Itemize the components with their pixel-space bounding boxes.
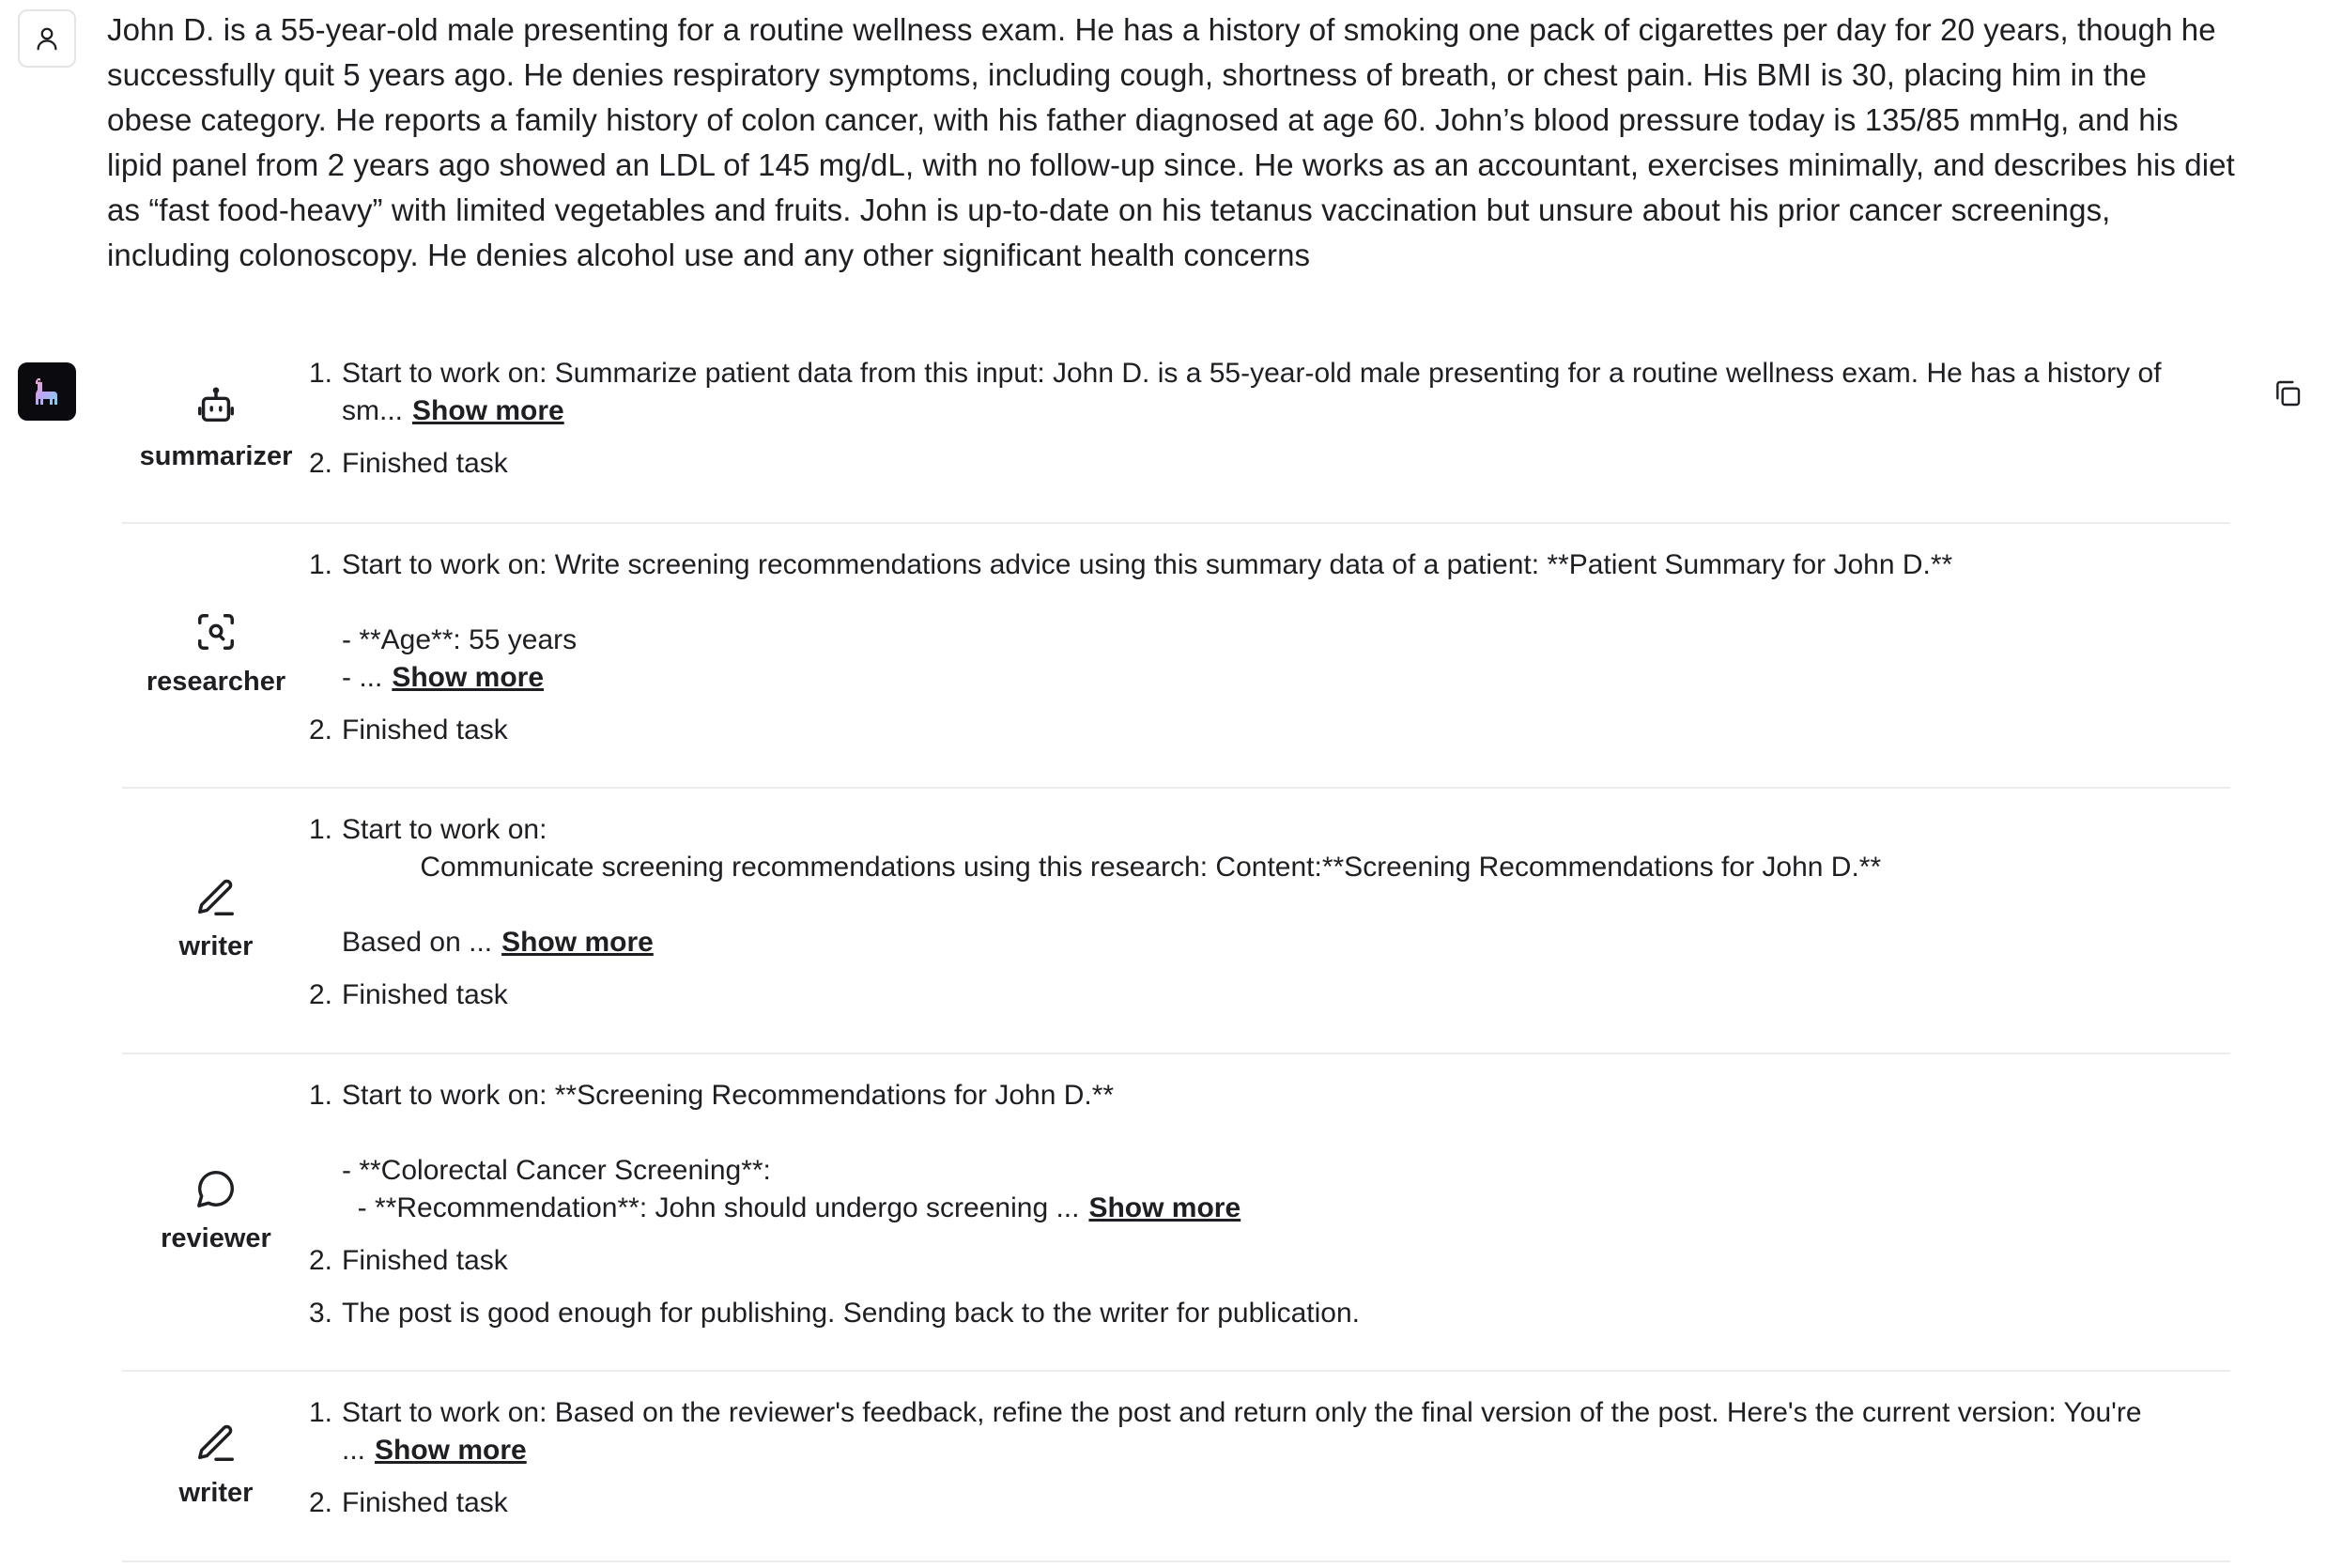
agent-step xyxy=(122,357,2230,524)
log-item-text: Finished task xyxy=(342,1487,508,1518)
agent-column xyxy=(122,524,310,787)
message-circle-icon xyxy=(190,1162,242,1215)
robot-icon xyxy=(190,379,242,432)
agent-name: writer xyxy=(178,1478,254,1508)
agent-step xyxy=(122,524,2230,789)
scan-search-icon xyxy=(190,606,242,658)
user-message-text: John D. is a 55-year-old male presenting for a routine wellness exam. He has a history of smoking one pack of cigarettes per day for 20 years, though he successfully quit 5 years ago. He denies respiratory symptoms, including cough, shortness of breath, or chest pain. His BMI is 30, placing him in the obese category. He reports a family history of colon cancer, with his father diagnosed at age 60. John’s blood pressure today is 135/85 mmHg, and his lipid panel from 2 years ago showed an LDL of 145 mg/dL, with no follow-up since. He works as an accountant, exercises minimally, and describes his diet as “fast food-heavy” with limited vegetables and fruits. John is up-to-date on his tetanus vaccination but unsure about his prior cancer screenings, including colonoscopy. He denies alcohol use and any other significant health concerns xyxy=(107,12,2244,272)
show-more-link[interactable]: Show more xyxy=(1088,1192,1241,1223)
agent-step xyxy=(122,789,2230,1054)
log-item-number: 1. xyxy=(309,1397,333,1428)
agent-name: reviewer xyxy=(161,1223,271,1253)
show-more-link[interactable]: Show more xyxy=(392,662,545,693)
log-item-number: 1. xyxy=(309,1080,333,1111)
agent-name: researcher xyxy=(146,667,286,697)
log-item-number: 2. xyxy=(309,979,333,1010)
log-item-text: Start to work on: Write screening recommendations advice using this summary data of a patient: **Patient Summary for John D.** - **Age**: 55 years - ... xyxy=(342,549,1953,693)
log-item xyxy=(309,1394,2281,1469)
pen-icon xyxy=(190,871,242,924)
agent-column xyxy=(122,1054,310,1370)
step-log xyxy=(309,355,2281,483)
agent-step xyxy=(122,1054,2230,1372)
log-item xyxy=(309,712,2281,749)
log-item-number: 1. xyxy=(309,358,333,389)
llama-icon xyxy=(28,373,66,410)
user-icon xyxy=(33,24,61,53)
log-item-text: Finished task xyxy=(342,715,508,746)
log-item xyxy=(309,811,2281,961)
log-item-text: Start to work on: Communicate screening recommendations using this research: Content:**Screening Recommendations for John D.** Based on ... xyxy=(342,814,1882,958)
log-item xyxy=(309,1295,2281,1332)
agent-steps xyxy=(122,357,2230,1562)
log-item-text: Finished task xyxy=(342,979,508,1010)
agent-column xyxy=(122,789,310,1053)
step-log xyxy=(309,1077,2281,1332)
log-item xyxy=(309,1077,2281,1227)
assistant-avatar xyxy=(18,362,76,421)
user-avatar xyxy=(18,9,76,68)
log-item xyxy=(309,976,2281,1014)
log-item-number: 3. xyxy=(309,1298,333,1329)
log-item-text: Start to work on: **Screening Recommendations for John D.** - **Colorectal Cancer Screening**: - **Recommendation**: John should undergo screening ... xyxy=(342,1080,1115,1223)
agent-name: summarizer xyxy=(139,441,293,471)
log-item xyxy=(309,546,2281,697)
log-item xyxy=(309,1242,2281,1280)
log-item-text: Start to work on: Based on the reviewer's feedback, refine the post and return only the final version of the post. Here's the current version: You're ... xyxy=(342,1397,2142,1466)
log-item xyxy=(309,445,2281,483)
log-item-text: Finished task xyxy=(342,1245,508,1276)
log-item-text: The post is good enough for publishing. Sending back to the writer for publication. xyxy=(342,1298,1361,1329)
agent-name: writer xyxy=(178,931,254,961)
agent-column xyxy=(122,1372,310,1560)
show-more-link[interactable]: Show more xyxy=(501,927,654,958)
log-item-number: 2. xyxy=(309,715,333,746)
step-log xyxy=(309,1394,2281,1522)
agent-column xyxy=(122,357,310,522)
pen-icon xyxy=(190,1417,242,1469)
log-item-text: Finished task xyxy=(342,448,508,479)
step-log xyxy=(309,546,2281,749)
step-log xyxy=(309,811,2281,1014)
agent-step xyxy=(122,1372,2230,1562)
log-item xyxy=(309,355,2281,430)
log-item-number: 1. xyxy=(309,549,333,580)
log-item-number: 2. xyxy=(309,1487,333,1518)
log-item-number: 2. xyxy=(309,448,333,479)
show-more-link[interactable]: Show more xyxy=(412,395,564,426)
log-item xyxy=(309,1484,2281,1522)
show-more-link[interactable]: Show more xyxy=(375,1435,527,1466)
log-item-text: Start to work on: Summarize patient data from this input: John D. is a 55-year-old male presenting for a routine wellness exam. He has a history of sm... xyxy=(342,358,2169,426)
log-item-number: 2. xyxy=(309,1245,333,1276)
log-item-number: 1. xyxy=(309,814,333,845)
